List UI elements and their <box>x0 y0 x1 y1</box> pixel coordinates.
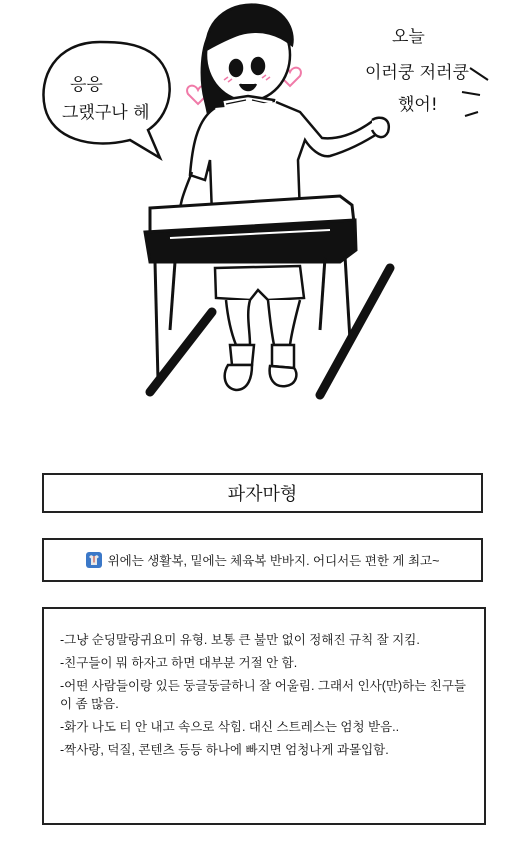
outfit-caption-text: 위에는 생활복, 밑에는 체육복 반바지. 어디서든 편한 게 최고~ <box>107 554 440 568</box>
girl-figure <box>180 5 389 220</box>
right-speech <box>365 27 488 116</box>
description-item: -화가 나도 티 안 내고 속으로 삭힘. 대신 스트레스는 엄청 받음.. <box>60 720 400 734</box>
description-box <box>42 607 486 825</box>
type-title: 파자마형 <box>227 484 298 504</box>
description-item: -친구들이 뭐 하자고 하면 대부분 거절 안 함. <box>60 656 298 670</box>
left-speech-bubble <box>43 42 169 158</box>
type-title-box <box>42 473 483 513</box>
description-item: -그냥 순딩말랑귀요미 유형. 보통 큰 불만 없이 정해진 규칙 잘 지킴. <box>60 633 420 647</box>
bubble-left-line-1: 응응 <box>70 75 103 95</box>
description-list <box>60 631 468 759</box>
legs <box>215 266 304 390</box>
bubble-left-line-2: 그랬구나 헤 <box>62 103 150 123</box>
bubble-right-line-1: 오늘 <box>392 27 425 47</box>
outfit-caption <box>42 538 483 582</box>
shirt-icon <box>86 552 102 568</box>
description-item: -짝사랑, 덕질, 콘텐츠 등등 하나에 빠지면 엄청나게 과몰입함. <box>60 743 389 757</box>
description-item: -어떤 사람들이랑 있든 둥글둥글하니 잘 어울림. 그래서 인사(만)하는 친구들이 좀 많음. <box>60 679 466 711</box>
bubble-right-line-3: 했어! <box>398 95 438 115</box>
bubble-right-line-2: 이러쿵 저러쿵 <box>365 63 469 83</box>
